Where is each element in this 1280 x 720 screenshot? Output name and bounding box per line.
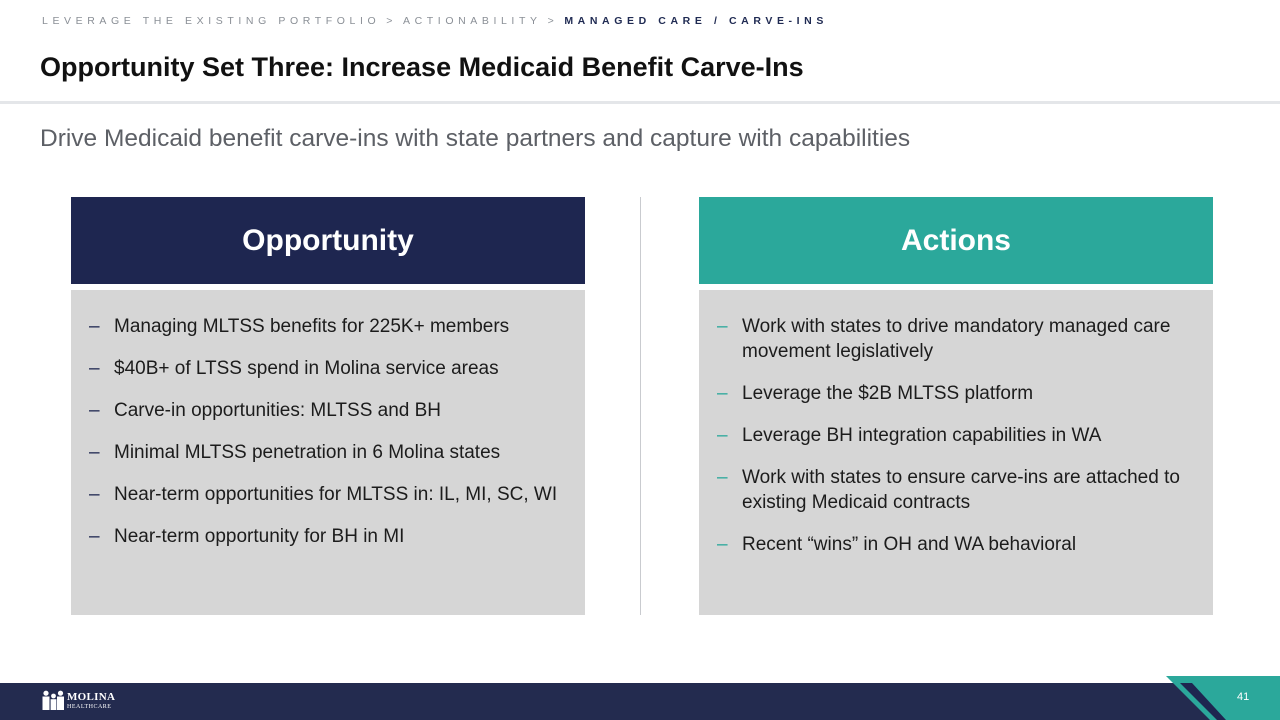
breadcrumb: [42, 15, 828, 27]
molina-family-icon: [41, 690, 65, 710]
list-item: [89, 398, 561, 423]
list-item-text: Leverage the $2B MLTSS platform: [742, 383, 1034, 404]
actions-body: [699, 290, 1213, 615]
breadcrumb-item-current: MANAGED CARE / CARVE-INS: [564, 15, 828, 27]
breadcrumb-item-portfolio[interactable]: LEVERAGE THE EXISTING PORTFOLIO: [42, 15, 381, 27]
dash-bullet: –: [717, 534, 728, 555]
list-item: [717, 465, 1189, 515]
page-number: 41: [1237, 691, 1250, 703]
list-item-text: Leverage BH integration capabilities in WA: [742, 425, 1102, 446]
list-item: [717, 423, 1189, 448]
corner-accent: [1166, 676, 1280, 720]
list-item-text: Work with states to drive mandatory managed care movement legislatively: [742, 316, 1171, 362]
dash-bullet: –: [717, 316, 728, 337]
breadcrumb-separator: >: [547, 15, 559, 27]
page-subtitle: Drive Medicaid benefit carve-ins with state partners and capture with capabilities: [40, 125, 911, 152]
title-divider: [0, 101, 1280, 104]
footer-bar: [0, 683, 1280, 720]
dash-bullet: –: [89, 484, 100, 505]
page-title: Opportunity Set Three: Increase Medicaid Benefit Carve-Ins: [40, 52, 804, 82]
dash-bullet: –: [89, 400, 100, 421]
list-item: [89, 440, 561, 465]
molina-logo: [41, 690, 115, 710]
dash-bullet: –: [89, 442, 100, 463]
logo-line-2: HEALTHCARE: [67, 704, 112, 710]
list-item-text: Near-term opportunities for MLTSS in: IL, MI, SC, WI: [114, 484, 558, 505]
list-item: [89, 482, 561, 507]
column-divider: [640, 197, 641, 615]
opportunity-list: [89, 314, 561, 549]
breadcrumb-item-actionability[interactable]: ACTIONABILITY: [403, 15, 542, 27]
opportunity-header: Opportunity: [71, 197, 585, 284]
list-item: [89, 356, 561, 381]
list-item: [89, 314, 561, 339]
list-item-text: Recent “wins” in OH and WA behavioral: [742, 534, 1077, 555]
logo-wordmark: [67, 692, 115, 710]
dash-bullet: –: [89, 316, 100, 337]
list-item-text: Managing MLTSS benefits for 225K+ members: [114, 316, 510, 337]
list-item: [717, 532, 1189, 557]
list-item-text: $40B+ of LTSS spend in Molina service areas: [114, 358, 499, 379]
dash-bullet: –: [717, 425, 728, 446]
list-item-text: Near-term opportunity for BH in MI: [114, 526, 405, 547]
dash-bullet: –: [717, 467, 728, 488]
actions-header: Actions: [699, 197, 1213, 284]
breadcrumb-separator: >: [386, 15, 397, 27]
opportunity-panel: [71, 197, 585, 615]
list-item: [717, 314, 1189, 364]
dash-bullet: –: [717, 383, 728, 404]
dash-bullet: –: [89, 526, 100, 547]
list-item-text: Work with states to ensure carve-ins are attached to existing Medicaid contracts: [742, 467, 1180, 513]
list-item-text: Minimal MLTSS penetration in 6 Molina states: [114, 442, 501, 463]
actions-panel: [699, 197, 1213, 615]
logo-line-1: MOLINA: [67, 691, 116, 703]
list-item-text: Carve-in opportunities: MLTSS and BH: [114, 400, 442, 421]
dash-bullet: –: [89, 358, 100, 379]
list-item: [717, 381, 1189, 406]
opportunity-body: [71, 290, 585, 615]
actions-list: [717, 314, 1189, 557]
list-item: [89, 524, 561, 549]
